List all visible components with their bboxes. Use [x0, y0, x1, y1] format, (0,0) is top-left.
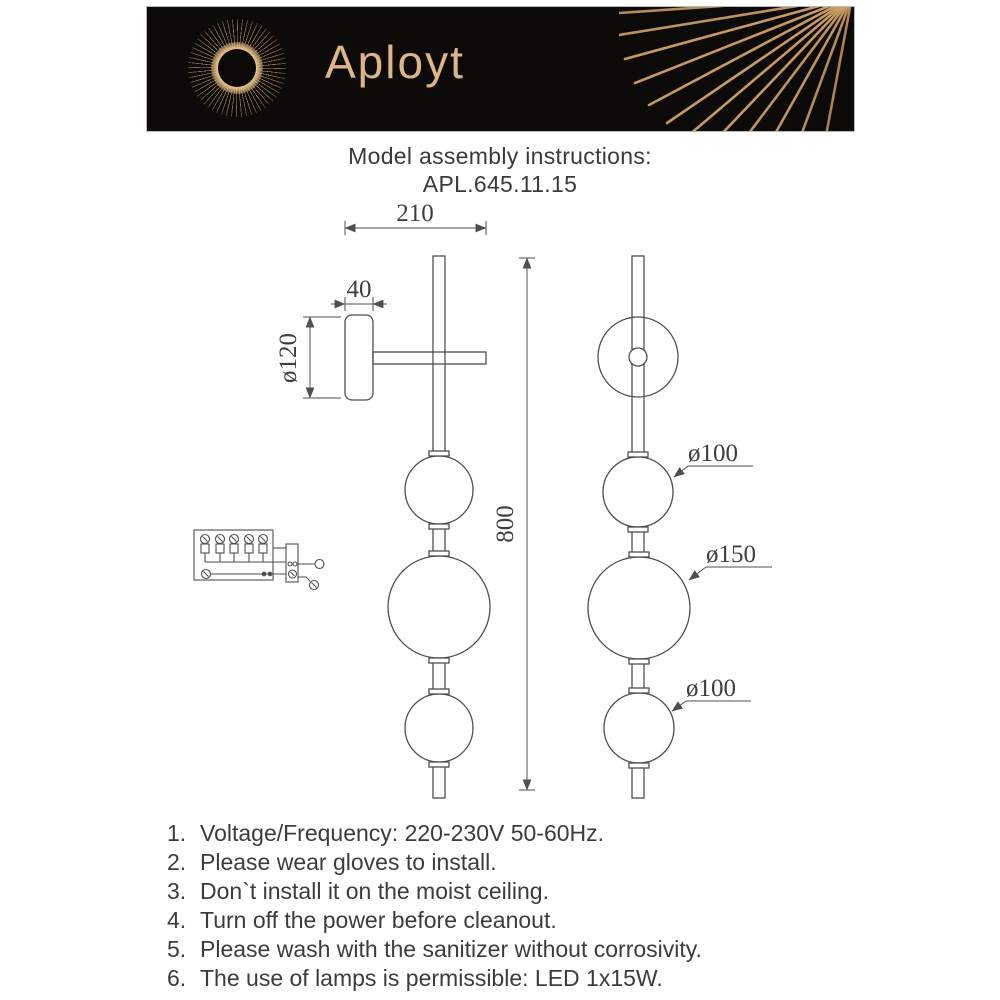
sphere-top-side	[405, 456, 473, 524]
label-top-sphere: ø100	[688, 440, 738, 467]
sphere-middle-front	[588, 557, 690, 659]
earth-screw	[310, 581, 319, 590]
mount-arm-side	[373, 352, 486, 364]
sphere-middle-side	[388, 556, 490, 658]
list-item	[160, 964, 880, 993]
sphere-bottom-front	[604, 693, 674, 763]
brand-name: Aployt	[325, 36, 465, 88]
wire-junction-dot	[262, 572, 266, 576]
dim-total-height	[519, 258, 535, 790]
item-text: Voltage/Frequency: 220-230V 50-60Hz.	[200, 820, 605, 846]
label-middle-sphere: ø150	[706, 541, 756, 568]
item-text: Please wash with the sanitizer without corrosivity.	[200, 936, 702, 962]
front-view-drawing	[588, 256, 772, 798]
item-number: 5.	[167, 936, 187, 962]
model-number: APL.645.11.15	[422, 171, 578, 197]
dim-plate-diameter-label: ø120	[275, 333, 302, 383]
item-text: Turn off the power before cleanout.	[200, 907, 557, 933]
item-number: 3.	[167, 878, 187, 904]
list-item	[160, 819, 880, 848]
label-bottom-sphere: ø100	[686, 675, 736, 702]
terminal-screws	[201, 535, 268, 563]
driver-screw	[289, 570, 297, 578]
wall-plate-side	[345, 315, 373, 400]
sphere-bottom-side	[405, 694, 473, 762]
item-text: Please wear gloves to install.	[200, 849, 497, 875]
list-item	[160, 935, 880, 964]
rod-hub	[629, 348, 647, 366]
item-number: 6.	[167, 965, 187, 991]
sphere-top-front	[603, 457, 673, 527]
wiring-diagram	[194, 530, 324, 590]
dim-total-height-label: 800	[492, 505, 519, 543]
item-number: 2.	[167, 849, 187, 875]
dim-mount-width-label: 210	[396, 200, 434, 227]
wire-junction-dot	[268, 572, 272, 576]
item-text: Don`t install it on the moist ceiling.	[200, 878, 549, 904]
dim-plate-diameter	[303, 317, 341, 398]
earth-wire	[298, 577, 310, 581]
item-number: 4.	[167, 907, 187, 933]
page-title: Model assembly instructions:	[348, 143, 652, 169]
list-item	[160, 877, 880, 906]
item-text: The use of lamps is permissible: LED 1x15W.	[200, 965, 663, 991]
item-number: 1.	[167, 820, 187, 846]
list-item	[160, 906, 880, 935]
instruction-list	[160, 819, 880, 993]
connector-ring	[315, 560, 324, 569]
dim-plate-depth-label: 40	[346, 276, 372, 303]
list-item	[160, 848, 880, 877]
ground-screw	[202, 570, 211, 579]
